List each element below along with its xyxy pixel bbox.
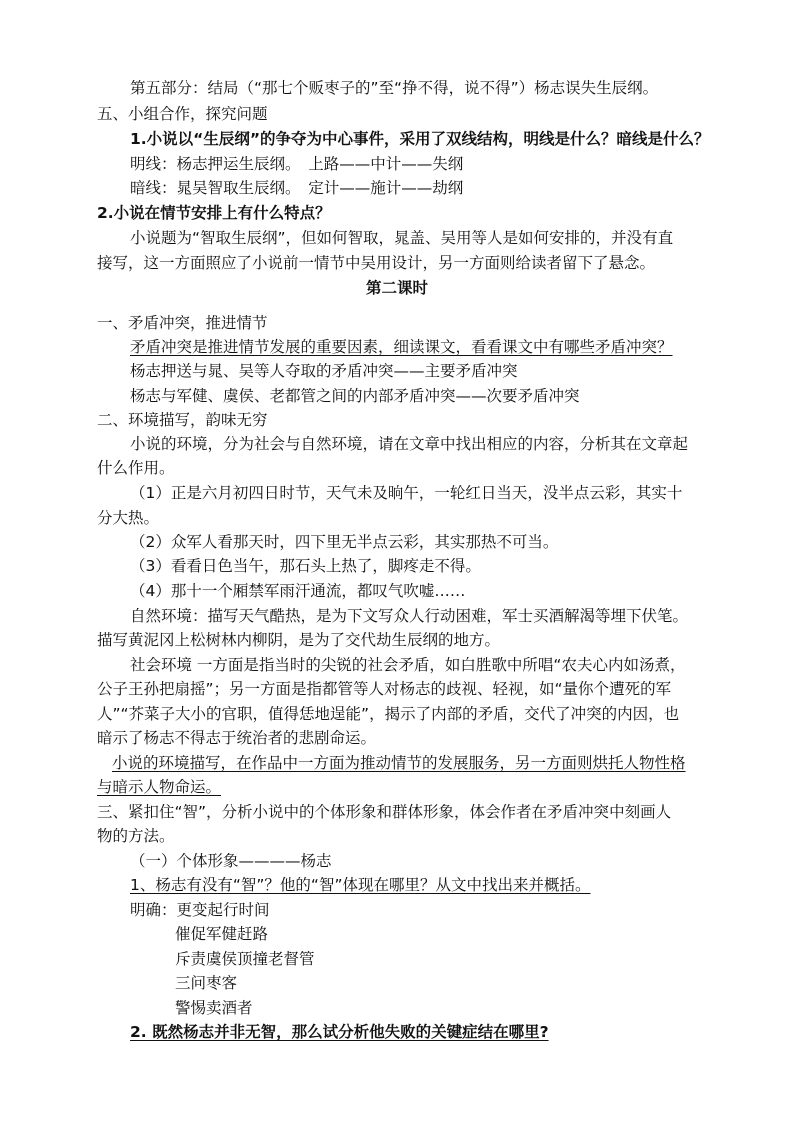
question-line: 矛盾冲突是推进情节发展的重要因素，细读课文，看看课文中有哪些矛盾冲突？: [130, 338, 673, 356]
section-heading: 一、矛盾冲突，推进情节: [97, 314, 268, 332]
lesson-title: 第二课时: [365, 279, 428, 297]
paragraph-line: 描写黄泥冈上松树林内柳阴，是为了交代劫生辰纲的地方。: [97, 631, 501, 649]
paragraph-line: 小说的环境，分为社会与自然环境，请在文章中找出相应的内容，分析其在文章起: [130, 435, 689, 453]
answer-item: 警惕卖酒者: [175, 999, 253, 1017]
summary-line: 与暗示人物命运。: [97, 778, 222, 796]
paragraph-line: 接写，这一方面照应了小说前一情节中吴用设计，另一方面则给读者留下了悬念。: [97, 254, 656, 272]
answer-item: 催促军健赶路: [175, 925, 269, 943]
quote-line: （4）那十一个厢禁军雨汗通流，都叹气吹嘘……: [130, 582, 466, 600]
summary-line: 小说的环境描写，在作品中一方面为推动情节的发展服务，另一方面则烘托人物性格: [112, 754, 686, 772]
paragraph-line: 明线：杨志押运生辰纲。 上路——中计——失纲: [130, 155, 464, 173]
question-heading: 1.小说以“生辰纲”的争夺为中心事件，采用了双线结构，明线是什么？暗线是什么？: [130, 130, 710, 148]
quote-line: （2）众军人看那天时，四下里无半点云彩，其实那热不可当。: [130, 533, 559, 551]
answer-item: 斥责虞侯顶撞老督管: [175, 950, 315, 968]
paragraph-line: 暗示了杨志不得志于统治者的悲剧命运。: [97, 729, 377, 747]
paragraph-line: 什么作用。: [97, 459, 175, 477]
paragraph-line: 杨志与军健、虞侯、老都管之间的内部矛盾冲突——次要矛盾冲突: [130, 387, 580, 405]
paragraph-line: 社会环境 一方面是指当时的尖锐的社会矛盾，如白胜歌中所唱“农夫心内如汤煮，: [130, 656, 686, 674]
question-line: 1、杨志有没有“智”？他的“智”体现在哪里？从文中找出来并概括。: [130, 876, 591, 894]
quote-line: 分大热。: [97, 509, 160, 527]
paragraph-line: 第五部分：结局（“那七个贩枣子的”至“挣不得，说不得”）杨志误失生辰纲。: [130, 79, 659, 97]
paragraph-line: 暗线：晁吴智取生辰纲。 定计——施计——劫纲: [130, 179, 464, 197]
subsection-heading: （一）个体形象————杨志: [130, 852, 332, 870]
section-heading: 三、紧扣住“智”，分析小说中的个体形象和群体形象，体会作者在矛盾冲突中刻画人: [97, 803, 672, 821]
answer-item: 三问枣客: [175, 974, 238, 992]
paragraph-line: 小说题为“智取生辰纲”，但如何智取，晁盖、吴用等人是如何安排的，并没有直: [130, 229, 674, 247]
section-heading: 五、小组合作，探究问题: [97, 105, 268, 123]
question-line: 2. 既然杨志并非无智，那么试分析他失败的关键症结在哪里?: [130, 1023, 549, 1041]
quote-line: （3）看看日色当午，那石头上热了，脚疼走不得。: [130, 557, 481, 575]
paragraph-line: 杨志押送与晁、吴等人夺取的矛盾冲突——主要矛盾冲突: [130, 362, 518, 380]
section-heading: 二、环境描写，韵味无穷: [97, 411, 268, 429]
quote-line: （1）正是六月初四日时节，天气未及晌午，一轮红日当天，没半点云彩，其实十: [130, 484, 683, 502]
section-heading: 物的方法。: [97, 827, 175, 845]
answer-line: 明确：更变起行时间: [130, 901, 270, 919]
paragraph-line: 公子王孙把扇摇”；另一方面是指都管等人对杨志的歧视、轻视，如“量你个遭死的军: [97, 680, 672, 698]
paragraph-line: 自然环境：描写天气酷热，是为下文写众人行动困难，军士买酒解渴等埋下伏笔。: [130, 607, 689, 625]
question-heading: 2.小说在情节安排上有什么特点？: [97, 204, 331, 222]
paragraph-line: 人”“芥菜子大小的官职，值得恁地逞能”，揭示了内部的矛盾，交代了冲突的内因，也: [97, 705, 680, 723]
